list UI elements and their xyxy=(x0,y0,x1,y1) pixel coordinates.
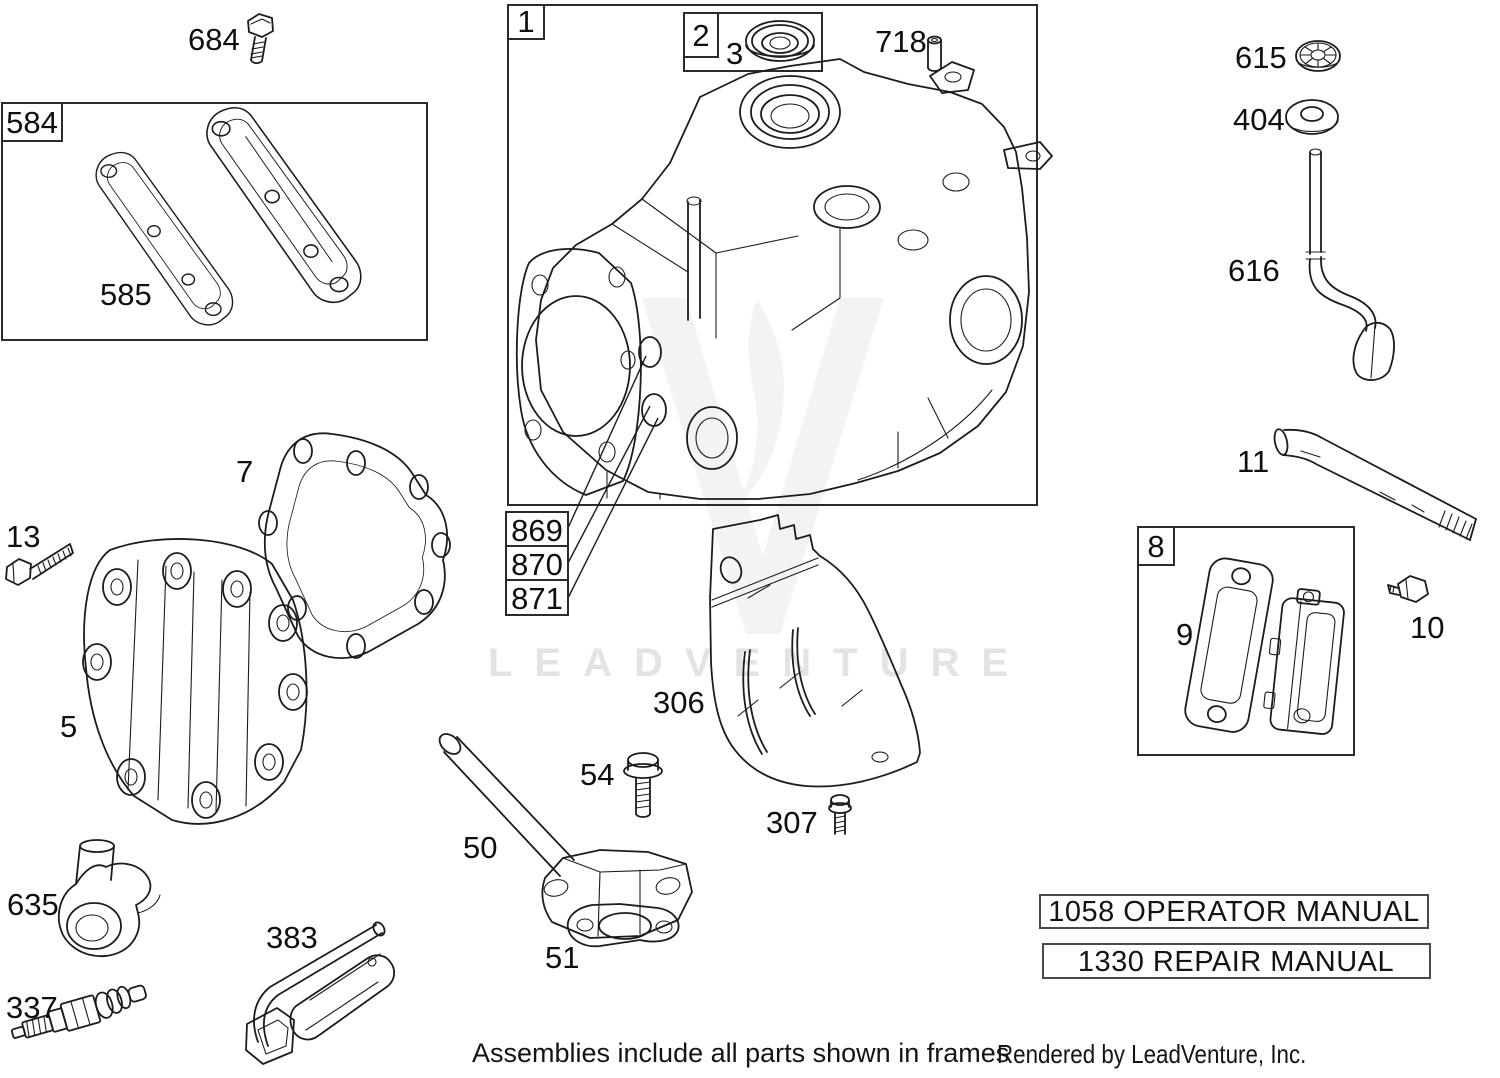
part-5-label[interactable]: 5 xyxy=(60,709,78,744)
frame-2-label[interactable]: 2 xyxy=(692,18,710,53)
part-10-label[interactable]: 10 xyxy=(1410,610,1445,645)
part-13-label[interactable]: 13 xyxy=(6,519,41,554)
part-11-label[interactable]: 11 xyxy=(1237,444,1270,479)
repair-manual-label[interactable]: 1330 REPAIR MANUAL xyxy=(1077,946,1395,978)
watermark-text: LEADVENTURE xyxy=(488,641,1031,685)
part-870-label[interactable]: 870 xyxy=(511,547,563,582)
part-3-label[interactable]: 3 xyxy=(726,36,744,71)
part-10-bolt xyxy=(1388,576,1428,602)
part-718-dowel-pin xyxy=(928,37,941,72)
part-7-label[interactable]: 7 xyxy=(236,454,254,489)
part-616-label[interactable]: 616 xyxy=(1228,253,1280,288)
part-684-label[interactable]: 684 xyxy=(188,22,240,57)
leader-870 xyxy=(568,406,650,563)
footer-credit-wrap xyxy=(997,1040,1306,1069)
operator-manual-label[interactable]: 1058 OPERATOR MANUAL xyxy=(1048,896,1420,928)
part-9-label[interactable]: 9 xyxy=(1176,617,1194,652)
part-3-oil-seal xyxy=(746,21,814,61)
part-635-label[interactable]: 635 xyxy=(7,887,59,922)
part-54-label[interactable]: 54 xyxy=(580,757,615,792)
part-307-bolt xyxy=(829,795,851,834)
leadventure-logo-watermark-icon xyxy=(642,298,884,634)
part-718-label[interactable]: 718 xyxy=(875,24,927,59)
frame-584-label[interactable]: 584 xyxy=(6,105,58,140)
part-9-exhaust-gasket xyxy=(1183,556,1276,735)
part-635-spark-plug-boot xyxy=(59,840,160,956)
part-585-label[interactable]: 585 xyxy=(100,277,152,312)
part-684-bolt xyxy=(248,14,273,63)
frame-1-label[interactable]: 1 xyxy=(517,4,535,39)
footer-credit: Rendered by LeadVenture, Inc. xyxy=(997,1040,1307,1070)
part-404-label[interactable]: 404 xyxy=(1233,102,1285,137)
part-307-label[interactable]: 307 xyxy=(766,805,818,840)
part-11-oil-fill-tube xyxy=(1272,428,1476,540)
part-7-head-gasket xyxy=(259,433,450,658)
part-54-bolt xyxy=(624,753,662,817)
part-871-label[interactable]: 871 xyxy=(511,581,563,616)
part-615-push-nut xyxy=(1296,41,1340,71)
part-1-cylinder-crankcase-drawing xyxy=(517,59,1052,499)
part-51-label[interactable]: 51 xyxy=(545,940,580,975)
part-404-washer xyxy=(1286,100,1338,134)
part-383-label[interactable]: 383 xyxy=(266,920,318,955)
footer-note: Assemblies include all parts shown in frames xyxy=(472,1038,1010,1068)
part-615-label[interactable]: 615 xyxy=(1235,40,1287,75)
part-51-gasket xyxy=(568,904,679,946)
frame-8-label[interactable]: 8 xyxy=(1147,529,1165,564)
part-337-label[interactable]: 337 xyxy=(6,990,58,1025)
part-50-label[interactable]: 50 xyxy=(463,830,498,865)
part-616-dipstick xyxy=(1306,149,1394,380)
part-muffler xyxy=(1262,586,1346,735)
part-306-label[interactable]: 306 xyxy=(653,685,705,720)
part-869-label[interactable]: 869 xyxy=(511,513,563,548)
